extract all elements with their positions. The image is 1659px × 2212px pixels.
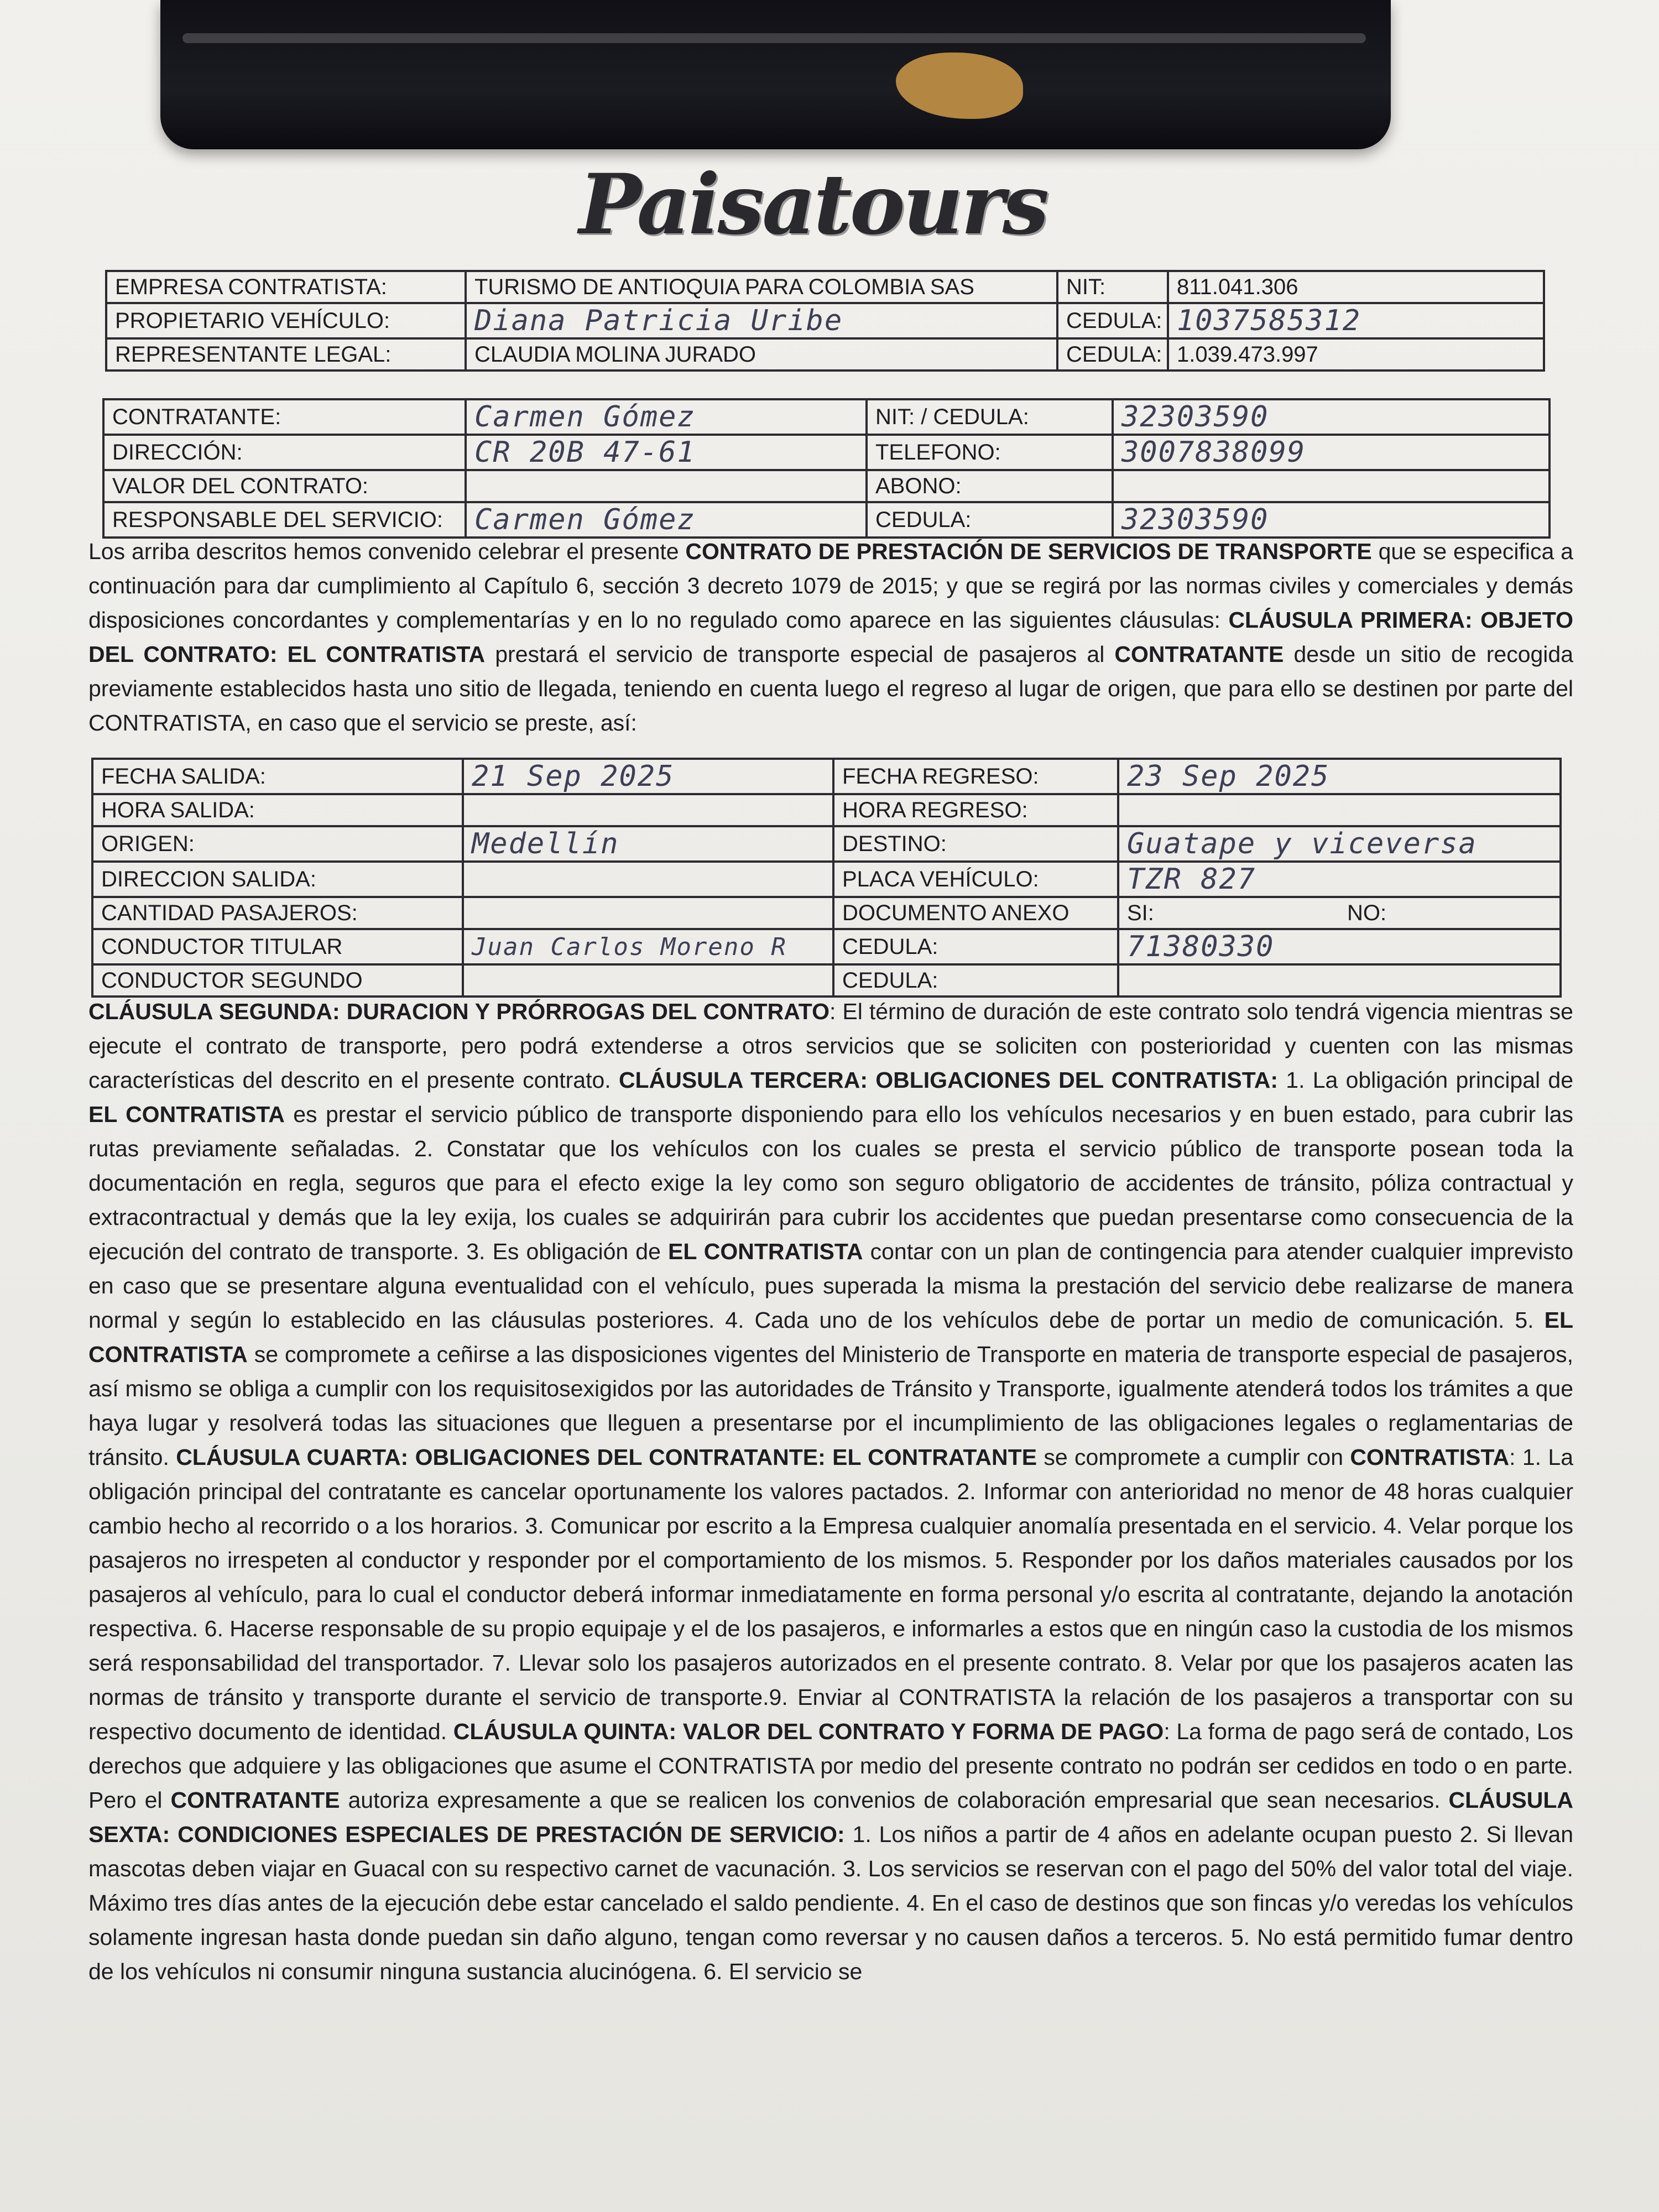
clause-heading: CLÁUSULA QUINTA: VALOR DEL CONTRATO Y FORMA DE PAGO [453,1719,1164,1744]
telefono-value: 3007838099 [1113,435,1550,470]
trip-details-table [91,758,1562,998]
intro-text: que se especifica a continuación para dar cumplimiento al Capítulo 6, sección 3 decreto 1079 de 2015; y que se regirá por las normas civiles y comerciales y demás disposiciones concordantes y complementarías y en lo no regulado como aparece en las siguientes cláusulas: [88,539,1573,633]
abono-value [1113,470,1550,502]
table-row [103,399,1550,435]
nit-value: 811.041.306 [1168,271,1544,303]
clipboard-clip [160,0,1391,149]
propietario-cedula: 1037585312 [1168,303,1544,338]
responsable-label: RESPONSABLE DEL SERVICIO: [103,502,466,538]
conductor-titular-label: CONDUCTOR TITULAR [92,929,463,964]
cedula-label: CEDULA: [1057,338,1168,371]
clause-bold: CONTRATISTA [1350,1444,1510,1470]
clause-text: : 1. La obligación principal del contratante es cancelar oportunamente los valores pactados. 2. Informar con anterioridad no menor de 48 horas cualquier cambio hecho al recorrido o a los horarios. 3. Comunicar por escrito a la Empresa cualquier anomalía presentada en el servicio. 4. Velar porque los pasajeros no irrespeten al conductor y responder por el comportamiento de los mismos. 5. Responder por los daños materiales causados por los pasajeros al vehículo, para lo cual el conductor deberá informar inmediatamente en forma personal y/o escrita al contratante, dejando la anotación respectiva. 6. Hacerse responsable de su propio equipaje y el de los pasajeros, e informarles a estos que en ningún caso la custodia de los mismos será responsabilidad del transportador. 7. Llevar solo los pasajeros autorizados en el presente contrato. 8. Velar por que los pasajeros acaten las normas de tránsito y transporte durante el servicio de transporte.9. Enviar al CONTRATISTA la relación de los pasajeros a transportar con su respectivo documento de identidad. [88,1444,1574,1744]
clause-text: contar con un plan de contingencia para atender cualquier imprevisto en caso que se presentare alguna eventualidad con el vehículo, pues superada la misma la prestación del servicio debe realizarse de manera normal y según lo establecido en las cláusulas posteriores. 4. Cada uno de los vehículos debe de portar un medio de comunicación. 5. [88,1239,1573,1333]
table-row [92,964,1561,997]
cantidad-value [463,897,833,929]
placa-value: TZR 827 [1118,862,1561,897]
hora-regreso-label: HORA REGRESO: [833,794,1118,826]
direccion-label: DIRECCIÓN: [103,435,466,470]
fecha-regreso-value: 23 Sep 2025 [1118,759,1561,794]
conductor-segundo-value [463,964,833,997]
intro-text: Los arriba descritos hemos convenido celebrar el presente [88,539,686,564]
intro-bold: CONTRATO DE PRESTACIÓN DE SERVICIOS DE TRANSPORTE [685,539,1372,564]
clause-text: : La forma de pago será de contado, Los derechos que adquiere y las obligaciones que asume el CONTRATISTA por medio del presente contrato no podrán ser cedidos en todo o en parte. Pero el [88,1719,1573,1813]
contract-intro-paragraph [88,534,1573,740]
fecha-salida-label: FECHA SALIDA: [92,759,463,794]
clause-text: se compromete a ceñirse a las disposiciones vigentes del Ministerio de Transporte en materia de transporte especial de pasajeros, así mismo se obliga a cumplir con los requisitosexigidos por las autoridades de Tránsito y Transporte, igualmente atenderá todos los trámites a que haya lugar y resolverá todas las situaciones que lleguen a presentarse por el incumplimiento de las obligaciones legales o reglamentarias de tránsito. [88,1342,1573,1470]
direccion-salida-value [463,862,833,897]
conductor-titular-value: Juan Carlos Moreno R [463,929,833,964]
clause-text: 1. La obligación principal de [1278,1067,1574,1093]
table-row [103,470,1550,502]
clause-text: autoriza expresamente a que se realicen los convenios de colaboración empresarial que sean necesarios. [340,1787,1449,1813]
empresa-label: EMPRESA CONTRATISTA: [106,271,466,303]
hora-regreso-value [1118,794,1561,826]
table-row [106,303,1544,338]
table-row [92,794,1561,826]
clause-text: 1. Los niños a partir de 4 años en adelante ocupan puesto 2. Si llevan mascotas deben viajar en Guacal con su respectivo carnet de vacunación. 3. Los servicios se reservan con el pago del 50% del valor total del viaje. Máximo tres días antes de la ejecución debe estar cancelado el saldo pendiente. 4. En el caso de destinos que son fincas y/o veredas los vehículos solamente ingresan hasta donde puedan sin daño alguno, tengan como reversar y no causen daños a terceros. 5. No está permitido fumar dentro de los vehículos ni consumir ninguna sustancia alucinógena. 6. El servicio se [88,1822,1574,1984]
table-row [92,826,1561,862]
client-info-table [102,398,1551,539]
clause-bold: CONTRATANTE [170,1787,340,1813]
abono-label: ABONO: [867,470,1113,502]
clause-heading: CLÁUSULA SEXTA: CONDICIONES ESPECIALES DE PRESTACIÓN DE SERVICIO: [88,1787,1573,1847]
direccion-value: CR 20B 47-61 [466,435,867,470]
clause-heading: CLÁUSULA TERCERA: OBLIGACIONES DEL CONTRATISTA: [618,1067,1279,1093]
contract-clauses-paragraph [88,994,1573,1989]
contratante-label: CONTRATANTE: [103,399,466,435]
cedula-label: CEDULA: [1057,303,1168,338]
table-row [103,502,1550,538]
clause-bold: EL CONTRATISTA [88,1307,1573,1367]
hora-salida-value [463,794,833,826]
conductor-titular-cedula: 71380330 [1118,929,1561,964]
clause-text: se compromete a cumplir con [1037,1444,1350,1470]
intro-bold: CONTRATANTE [1114,641,1284,667]
responsable-value: Carmen Gómez [466,502,867,538]
representante-value: CLAUDIA MOLINA JURADO [466,338,1057,371]
direccion-salida-label: DIRECCION SALIDA: [92,862,463,897]
clause-heading: CLÁUSULA SEGUNDA: DURACION Y PRÓRROGAS DEL CONTRATO [88,999,830,1024]
table-row [106,338,1544,371]
clip-rust-spot [896,53,1023,119]
origen-value: Medellín [463,826,833,862]
fecha-regreso-label: FECHA REGRESO: [833,759,1118,794]
table-row [106,271,1544,303]
cedula-label: CEDULA: [867,502,1113,538]
clip-highlight [182,33,1366,43]
table-row [92,929,1561,964]
nit-cedula-value: 32303590 [1113,399,1550,435]
table-row [92,862,1561,897]
clause-heading: CLÁUSULA PRIMERA: OBJETO DEL CONTRATO: EL CONTRATISTA [88,607,1573,667]
company-info-table [105,270,1545,372]
telefono-label: TELEFONO: [867,435,1113,470]
clause-text: es prestar el servicio público de transporte disponiendo para ello los vehículos necesarios y en buen estado, para cubrir las rutas previamente señaladas. 2. Constatar que los vehículos con los cuales se presta el servicio público de transporte posean toda la documentación en regla, seguros que para el efecto exige la ley como son seguro obligatorio de accidentes de tránsito, póliza contractual y extracontractual y demás que la ley exija, los cuales se adquirirán para cubrir los accidentes que puedan presentarse como consecuencia de la ejecución del contrato de transporte. 3. Es obligación de [88,1102,1573,1264]
intro-text: desde un sitio de recogida previamente establecidos hasta uno sitio de llegada, teniendo en cuenta luego el regreso al lugar de origen, que para ello se destinen por parte del CONTRATISTA, en caso que el servicio se preste, así: [88,641,1574,735]
representante-cedula: 1.039.473.997 [1168,338,1544,371]
propietario-value: Diana Patricia Uribe [466,303,1057,338]
cedula-label: CEDULA: [833,929,1118,964]
representante-label: REPRESENTANTE LEGAL: [106,338,466,371]
clause-heading: CLÁUSULA CUARTA: OBLIGACIONES DEL CONTRATANTE: EL CONTRATANTE [176,1444,1037,1470]
hora-salida-label: HORA SALIDA: [92,794,463,826]
table-row [92,759,1561,794]
valor-value [466,470,867,502]
fecha-salida-value: 21 Sep 2025 [463,759,833,794]
contratante-value: Carmen Gómez [466,399,867,435]
propietario-label: PROPIETARIO VEHÍCULO: [106,303,466,338]
clause-text: : El término de duración de este contrato solo tendrá vigencia mientras se ejecute el contrato de transporte, pero podrá extenderse a otros servicios que se soliciten con posterioridad y cuenten con las mismas características del descrito en el presente contrato. [88,999,1573,1093]
valor-label: VALOR DEL CONTRATO: [103,470,466,502]
logo-wordmark: Paisatours [578,156,1047,253]
table-row [92,897,1561,929]
responsable-cedula: 32303590 [1113,502,1550,538]
intro-text: prestará el servicio de transporte especial de pasajeros al [485,641,1115,667]
conductor-segundo-label: CONDUCTOR SEGUNDO [92,964,463,997]
company-logo [553,149,1073,260]
destino-value: Guatape y viceversa [1118,826,1561,862]
empresa-value: TURISMO DE ANTIOQUIA PARA COLOMBIA SAS [466,271,1057,303]
nit-cedula-label: NIT: / CEDULA: [867,399,1113,435]
documento-anexo-label: DOCUMENTO ANEXO [833,897,1118,929]
si-label: SI: [1118,897,1339,929]
conductor-segundo-cedula [1118,964,1561,997]
clause-bold: EL CONTRATISTA [88,1102,285,1127]
cantidad-label: CANTIDAD PASAJEROS: [92,897,463,929]
nit-label: NIT: [1057,271,1168,303]
no-label: NO: [1339,897,1561,929]
clause-bold: EL CONTRATISTA [668,1239,863,1264]
destino-label: DESTINO: [833,826,1118,862]
table-row [103,435,1550,470]
cedula-label: CEDULA: [833,964,1118,997]
origen-label: ORIGEN: [92,826,463,862]
placa-label: PLACA VEHÍCULO: [833,862,1118,897]
